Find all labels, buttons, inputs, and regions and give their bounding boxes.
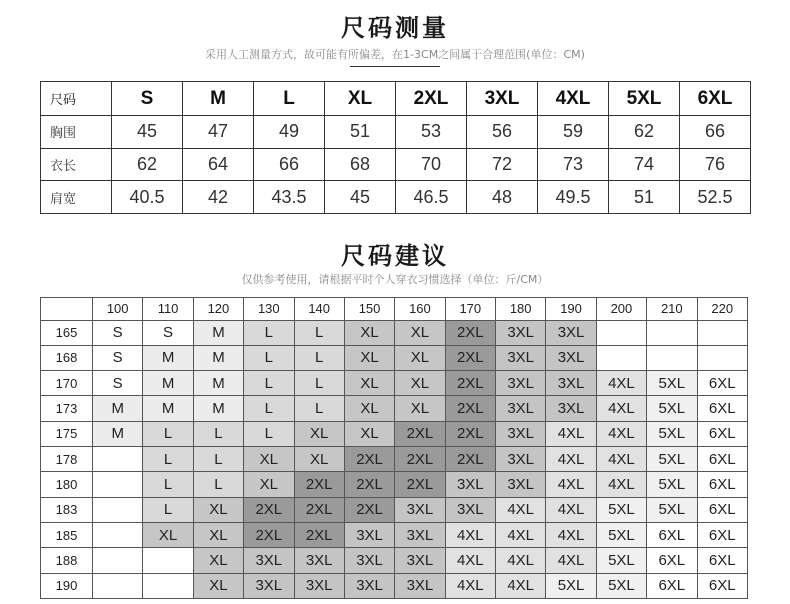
recommended-size-cell: 3XL — [496, 371, 546, 396]
height-label-cell: 178 — [41, 447, 93, 472]
recommended-size-cell: 2XL — [445, 396, 495, 421]
recommended-size-cell: XL — [395, 396, 445, 421]
recommended-size-cell: 4XL — [546, 523, 596, 548]
measure-value-cell: 53 — [396, 116, 467, 149]
weight-header-cell: 220 — [697, 298, 748, 321]
recommended-size-cell: 6XL — [697, 548, 748, 573]
measure-value-cell: 43.5 — [254, 181, 325, 214]
recommended-size-cell: 2XL — [395, 421, 445, 446]
recommended-size-cell: 5XL — [647, 472, 697, 497]
recommended-size-cell: 3XL — [294, 573, 344, 598]
size-header-cell: 5XL — [609, 82, 680, 116]
measure-value-cell: 73 — [538, 148, 609, 181]
recommendation-row — [41, 345, 748, 370]
recommendation-row — [41, 396, 748, 421]
recommended-size-cell: 6XL — [697, 573, 748, 598]
recommended-size-cell: M — [143, 345, 193, 370]
recommendation-row — [41, 371, 748, 396]
recommended-size-cell: 2XL — [445, 371, 495, 396]
size-header-cell: 3XL — [467, 82, 538, 116]
recommended-size-cell: 5XL — [647, 396, 697, 421]
measurement-title: 尺码测量 — [341, 14, 449, 42]
recommendation-row — [41, 573, 748, 598]
measure-value-cell: 42 — [183, 181, 254, 214]
recommended-size-cell: S — [93, 320, 143, 345]
measure-row-label: 胸围 — [41, 116, 112, 149]
weight-header-cell: 200 — [596, 298, 646, 321]
recommended-size-cell: M — [93, 421, 143, 446]
recommended-size-cell — [647, 345, 697, 370]
measure-value-cell: 70 — [396, 148, 467, 181]
recommended-size-cell: 4XL — [445, 523, 495, 548]
recommended-size-cell: 2XL — [344, 447, 394, 472]
size-header-cell: 4XL — [538, 82, 609, 116]
weight-header-cell: 150 — [344, 298, 394, 321]
recommended-size-cell: 3XL — [294, 548, 344, 573]
recommended-size-cell: 2XL — [445, 320, 495, 345]
height-label-cell: 175 — [41, 421, 93, 446]
recommendation-row — [41, 447, 748, 472]
recommended-size-cell: L — [244, 396, 294, 421]
measure-value-cell: 49 — [254, 116, 325, 149]
recommendation-title: 尺码建议 — [341, 242, 449, 270]
recommended-size-cell: 4XL — [496, 548, 546, 573]
recommended-size-cell: 4XL — [546, 447, 596, 472]
recommended-size-cell: 3XL — [496, 472, 546, 497]
recommended-size-cell: M — [93, 396, 143, 421]
recommended-size-cell: 6XL — [647, 523, 697, 548]
recommended-size-cell: 3XL — [344, 548, 394, 573]
recommended-size-cell: L — [143, 447, 193, 472]
recommended-size-cell: L — [143, 472, 193, 497]
recommended-size-cell: 6XL — [647, 548, 697, 573]
recommended-size-cell: 5XL — [596, 573, 646, 598]
measure-value-cell: 74 — [609, 148, 680, 181]
recommended-size-cell: XL — [344, 371, 394, 396]
weight-header-cell: 160 — [395, 298, 445, 321]
recommended-size-cell: 4XL — [596, 371, 646, 396]
measure-value-cell: 66 — [680, 116, 751, 149]
recommended-size-cell: 3XL — [395, 548, 445, 573]
weight-header-cell: 120 — [193, 298, 243, 321]
recommended-size-cell: L — [244, 371, 294, 396]
recommended-size-cell: 4XL — [596, 472, 646, 497]
recommended-size-cell: 5XL — [647, 371, 697, 396]
recommended-size-cell: L — [294, 371, 344, 396]
recommended-size-cell: 2XL — [244, 523, 294, 548]
size-header-cell: S — [112, 82, 183, 116]
recommended-size-cell: M — [193, 320, 243, 345]
height-label-cell: 190 — [41, 573, 93, 598]
recommended-size-cell: 4XL — [596, 447, 646, 472]
weight-header-cell: 110 — [143, 298, 193, 321]
recommendation-row — [41, 523, 748, 548]
recommended-size-cell: XL — [193, 497, 243, 522]
recommended-size-cell: 5XL — [596, 523, 646, 548]
measure-value-cell: 51 — [325, 116, 396, 149]
recommended-size-cell: 4XL — [546, 548, 596, 573]
recommended-size-cell — [93, 573, 143, 598]
recommended-size-cell: M — [193, 396, 243, 421]
weight-header-cell: 190 — [546, 298, 596, 321]
recommended-size-cell: L — [143, 421, 193, 446]
height-label-cell: 188 — [41, 548, 93, 573]
measure-value-cell: 52.5 — [680, 181, 751, 214]
measure-row-label: 衣长 — [41, 148, 112, 181]
recommendation-subtitle: 仅供参考使用，请根据平时个人穿衣习惯选择（单位：斤/CM） — [241, 273, 549, 286]
recommended-size-cell: M — [143, 396, 193, 421]
measure-row — [41, 148, 751, 181]
recommended-size-cell: 5XL — [647, 497, 697, 522]
recommended-size-cell: 2XL — [445, 447, 495, 472]
recommended-size-cell: 4XL — [546, 472, 596, 497]
recommended-size-cell: 3XL — [546, 371, 596, 396]
recommended-size-cell: 2XL — [294, 472, 344, 497]
measure-value-cell: 66 — [254, 148, 325, 181]
measure-header-row — [41, 82, 751, 116]
recommended-size-cell: 4XL — [546, 421, 596, 446]
recommended-size-cell: L — [244, 345, 294, 370]
recommended-size-cell: M — [143, 371, 193, 396]
size-measurement-table — [40, 81, 751, 214]
recommended-size-cell: 6XL — [697, 421, 748, 446]
measurement-title-rule — [350, 66, 440, 67]
recommended-size-cell: 6XL — [697, 497, 748, 522]
recommended-size-cell: 6XL — [697, 396, 748, 421]
recommended-size-cell: XL — [294, 421, 344, 446]
measure-value-cell: 47 — [183, 116, 254, 149]
measure-value-cell: 64 — [183, 148, 254, 181]
height-label-cell: 183 — [41, 497, 93, 522]
measure-value-cell: 48 — [467, 181, 538, 214]
recommended-size-cell — [647, 320, 697, 345]
recommended-size-cell: 4XL — [496, 497, 546, 522]
recommended-size-cell: L — [294, 320, 344, 345]
recommended-size-cell: XL — [344, 421, 394, 446]
recommended-size-cell: L — [294, 396, 344, 421]
measure-value-cell: 72 — [467, 148, 538, 181]
recommended-size-cell: 5XL — [647, 421, 697, 446]
measure-value-cell: 68 — [325, 148, 396, 181]
recommended-size-cell: 5XL — [596, 497, 646, 522]
recommended-size-cell: 2XL — [344, 497, 394, 522]
measure-row — [41, 181, 751, 214]
height-label-cell: 185 — [41, 523, 93, 548]
recommended-size-cell: 3XL — [344, 573, 394, 598]
measurement-subtitle: 采用人工测量方式，故可能有所偏差，在1-3CM之间属于合理范围(单位：CM) — [205, 48, 585, 61]
recommended-size-cell: L — [244, 320, 294, 345]
recommended-size-cell: S — [93, 371, 143, 396]
weight-header-cell: 100 — [93, 298, 143, 321]
recommended-size-cell: XL — [244, 472, 294, 497]
recommended-size-cell: XL — [395, 371, 445, 396]
recommended-size-cell: 4XL — [596, 421, 646, 446]
recommended-size-cell: 3XL — [395, 573, 445, 598]
measure-value-cell: 56 — [467, 116, 538, 149]
recommended-size-cell: XL — [193, 523, 243, 548]
recommended-size-cell — [596, 345, 646, 370]
recommended-size-cell: 2XL — [344, 472, 394, 497]
recommended-size-cell: 4XL — [546, 497, 596, 522]
recommended-size-cell: 6XL — [697, 447, 748, 472]
weight-header-cell: 180 — [496, 298, 546, 321]
corner-cell — [41, 298, 93, 321]
recommended-size-cell: 5XL — [647, 447, 697, 472]
size-header-cell: L — [254, 82, 325, 116]
recommended-size-cell: XL — [344, 320, 394, 345]
recommended-size-cell: XL — [294, 447, 344, 472]
recommended-size-cell: 2XL — [244, 497, 294, 522]
measure-row-label: 肩宽 — [41, 181, 112, 214]
recommended-size-cell: 4XL — [445, 548, 495, 573]
recommended-size-cell: XL — [395, 345, 445, 370]
recommended-size-cell — [697, 320, 748, 345]
recommended-size-cell — [93, 497, 143, 522]
measure-value-cell: 45 — [112, 116, 183, 149]
recommended-size-cell — [143, 573, 193, 598]
recommended-size-cell: XL — [344, 345, 394, 370]
measure-value-cell: 59 — [538, 116, 609, 149]
recommended-size-cell: 3XL — [445, 497, 495, 522]
recommended-size-cell: 5XL — [546, 573, 596, 598]
recommended-size-cell: L — [294, 345, 344, 370]
recommended-size-cell — [596, 320, 646, 345]
recommended-size-cell: 2XL — [445, 421, 495, 446]
measure-value-cell: 62 — [609, 116, 680, 149]
recommended-size-cell — [93, 472, 143, 497]
weight-header-cell: 140 — [294, 298, 344, 321]
recommended-size-cell: M — [193, 371, 243, 396]
recommended-size-cell: 2XL — [294, 523, 344, 548]
measure-value-cell: 51 — [609, 181, 680, 214]
recommended-size-cell: 3XL — [344, 523, 394, 548]
recommended-size-cell: 3XL — [496, 396, 546, 421]
recommended-size-cell: 3XL — [546, 345, 596, 370]
recommended-size-cell: L — [193, 472, 243, 497]
recommended-size-cell: 3XL — [395, 523, 445, 548]
recommended-size-cell: L — [193, 447, 243, 472]
recommended-size-cell: XL — [193, 573, 243, 598]
recommended-size-cell: XL — [395, 320, 445, 345]
measure-row — [41, 116, 751, 149]
recommended-size-cell: 3XL — [496, 320, 546, 345]
weight-header-row — [41, 298, 748, 321]
recommended-size-cell: 5XL — [596, 548, 646, 573]
size-header-label: 尺码 — [41, 82, 112, 116]
recommended-size-cell: 2XL — [395, 472, 445, 497]
recommended-size-cell: 6XL — [697, 371, 748, 396]
recommended-size-cell: 2XL — [294, 497, 344, 522]
recommended-size-cell: XL — [143, 523, 193, 548]
recommended-size-cell: L — [143, 497, 193, 522]
recommended-size-cell — [697, 345, 748, 370]
weight-header-cell: 130 — [244, 298, 294, 321]
recommended-size-cell — [143, 548, 193, 573]
recommended-size-cell: 3XL — [244, 573, 294, 598]
recommended-size-cell: 3XL — [244, 548, 294, 573]
height-label-cell: 173 — [41, 396, 93, 421]
recommendation-row — [41, 421, 748, 446]
weight-header-cell: 210 — [647, 298, 697, 321]
height-label-cell: 170 — [41, 371, 93, 396]
recommended-size-cell: 3XL — [445, 472, 495, 497]
measure-value-cell: 46.5 — [396, 181, 467, 214]
measure-value-cell: 76 — [680, 148, 751, 181]
recommendation-row — [41, 320, 748, 345]
measure-value-cell: 40.5 — [112, 181, 183, 214]
height-label-cell: 165 — [41, 320, 93, 345]
recommended-size-cell — [93, 447, 143, 472]
recommended-size-cell: S — [143, 320, 193, 345]
measure-value-cell: 49.5 — [538, 181, 609, 214]
recommendation-row — [41, 472, 748, 497]
recommendation-row — [41, 497, 748, 522]
recommended-size-cell: 3XL — [496, 421, 546, 446]
measure-value-cell: 62 — [112, 148, 183, 181]
recommended-size-cell: 6XL — [647, 573, 697, 598]
recommended-size-cell: XL — [244, 447, 294, 472]
measure-value-cell: 45 — [325, 181, 396, 214]
recommended-size-cell: L — [193, 421, 243, 446]
recommended-size-cell: 2XL — [445, 345, 495, 370]
recommended-size-cell: 2XL — [395, 447, 445, 472]
recommended-size-cell: M — [193, 345, 243, 370]
recommended-size-cell: 4XL — [596, 396, 646, 421]
recommended-size-cell: 3XL — [496, 447, 546, 472]
recommended-size-cell: 3XL — [496, 345, 546, 370]
recommended-size-cell: 4XL — [496, 523, 546, 548]
recommended-size-cell — [93, 548, 143, 573]
recommended-size-cell: S — [93, 345, 143, 370]
recommended-size-cell: 3XL — [395, 497, 445, 522]
size-header-cell: XL — [325, 82, 396, 116]
size-header-cell: 2XL — [396, 82, 467, 116]
height-label-cell: 180 — [41, 472, 93, 497]
recommended-size-cell: 4XL — [445, 573, 495, 598]
recommended-size-cell: L — [244, 421, 294, 446]
recommended-size-cell: 6XL — [697, 472, 748, 497]
recommendation-row — [41, 548, 748, 573]
height-label-cell: 168 — [41, 345, 93, 370]
recommended-size-cell: 3XL — [546, 396, 596, 421]
weight-header-cell: 170 — [445, 298, 495, 321]
size-header-cell: M — [183, 82, 254, 116]
recommended-size-cell: 4XL — [496, 573, 546, 598]
recommended-size-cell: XL — [193, 548, 243, 573]
recommended-size-cell — [93, 523, 143, 548]
size-header-cell: 6XL — [680, 82, 751, 116]
recommended-size-cell: 6XL — [697, 523, 748, 548]
size-recommendation-table — [40, 297, 748, 599]
recommended-size-cell: 3XL — [546, 320, 596, 345]
recommended-size-cell: XL — [344, 396, 394, 421]
